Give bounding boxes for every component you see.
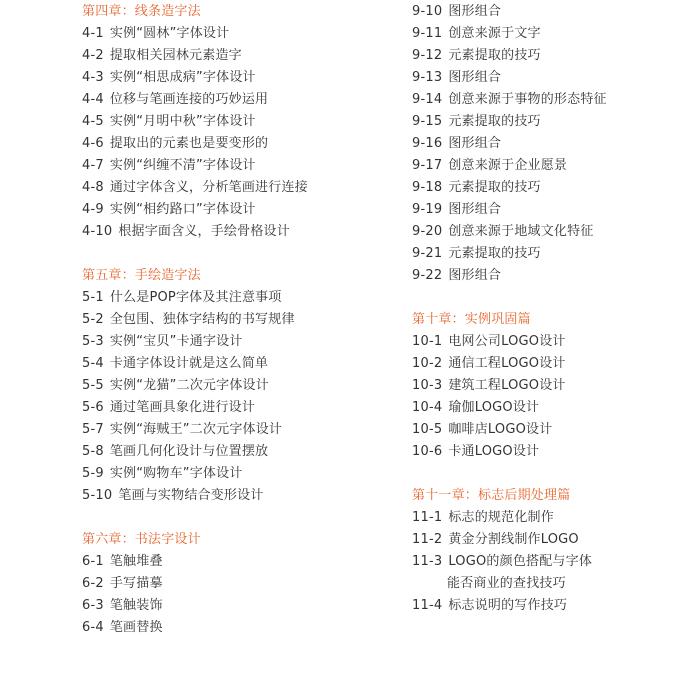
toc-item-4-9 — [82, 199, 372, 221]
item-number: 10-4 — [412, 400, 443, 415]
item-number: 9-20 — [412, 224, 443, 239]
item-text: 实例“圆林”字体设计 — [109, 26, 230, 41]
item-text: 瑜伽LOGO设计 — [448, 400, 540, 415]
toc-item-4-3 — [82, 67, 372, 89]
toc-item-11-2 — [412, 529, 692, 551]
toc-item-10-6 — [412, 441, 692, 463]
section-spacer — [412, 287, 692, 309]
item-text: 笔画与实物结合变形设计 — [118, 488, 264, 503]
item-number: 4-1 — [82, 26, 104, 41]
item-text: 电网公司LOGO设计 — [448, 334, 566, 349]
toc-item-9-21 — [412, 243, 692, 265]
item-number: 9-14 — [412, 92, 443, 107]
item-text: 元素提取的技巧 — [448, 180, 541, 195]
item-text: 创意来源于地域文化特征 — [448, 224, 594, 239]
section-spacer — [412, 463, 692, 485]
item-number: 10-6 — [412, 444, 443, 459]
item-text: 标志的规范化制作 — [448, 510, 554, 525]
toc-item-9-12 — [412, 45, 692, 67]
item-text: 实例“海贼王”二次元字体设计 — [109, 422, 283, 437]
item-text: 实例“购物车”字体设计 — [109, 466, 243, 481]
item-number: 10-1 — [412, 334, 443, 349]
toc-item-5-5 — [82, 375, 372, 397]
item-number: 4-8 — [82, 180, 104, 195]
toc-item-4-6 — [82, 133, 372, 155]
toc-item-4-10 — [82, 221, 372, 243]
item-text: 实例“相思成病”字体设计 — [109, 70, 256, 85]
toc-item-5-9 — [82, 463, 372, 485]
item-text: 创意来源于文字 — [448, 26, 541, 41]
toc-item-9-13 — [412, 67, 692, 89]
item-number: 9-21 — [412, 246, 443, 261]
toc-item-5-7 — [82, 419, 372, 441]
toc-item-9-16 — [412, 133, 692, 155]
item-number: 4-2 — [82, 48, 104, 63]
toc-item-9-20 — [412, 221, 692, 243]
item-number: 10-5 — [412, 422, 443, 437]
item-text: 通信工程LOGO设计 — [448, 356, 566, 371]
item-text: 卡通字体设计就是这么简单 — [109, 356, 269, 371]
item-text: 笔触装饰 — [109, 598, 163, 613]
toc-item-10-2 — [412, 353, 692, 375]
toc-item-9-19 — [412, 199, 692, 221]
item-text: 图形组合 — [448, 136, 502, 151]
item-number: 5-6 — [82, 400, 104, 415]
item-text: 笔触堆叠 — [109, 554, 163, 569]
toc-item-9-18 — [412, 177, 692, 199]
item-text: 笔画替换 — [109, 620, 163, 635]
item-number: 11-2 — [412, 532, 443, 547]
item-number: 4-3 — [82, 70, 104, 85]
item-text: 实例“月明中秋”字体设计 — [109, 114, 256, 129]
item-number: 9-13 — [412, 70, 443, 85]
toc-item-9-22 — [412, 265, 692, 287]
item-text: 实例“龙猫”二次元字体设计 — [109, 378, 269, 393]
toc-item-6-4 — [82, 617, 372, 639]
item-text: 位移与笔画连接的巧妙运用 — [109, 92, 269, 107]
toc-item-5-10 — [82, 485, 372, 507]
item-number: 6-1 — [82, 554, 104, 569]
toc-item-5-3 — [82, 331, 372, 353]
section-spacer — [82, 243, 372, 265]
item-number: 11-4 — [412, 598, 443, 613]
item-number: 9-22 — [412, 268, 443, 283]
item-text: LOGO的颜色搭配与字体 — [448, 554, 593, 569]
toc-item-10-5 — [412, 419, 692, 441]
toc-item-5-4 — [82, 353, 372, 375]
toc-item-4-4 — [82, 89, 372, 111]
toc-item-11-4 — [412, 595, 692, 617]
chapter-title-5: 第五章：手绘造字法 — [82, 268, 201, 283]
toc-item-6-2 — [82, 573, 372, 595]
item-number: 11-1 — [412, 510, 443, 525]
toc-item-4-8 — [82, 177, 372, 199]
item-text: 建筑工程LOGO设计 — [448, 378, 566, 393]
item-number: 9-16 — [412, 136, 443, 151]
item-text: 黄金分割线制作LOGO — [448, 532, 579, 547]
toc-item-5-1 — [82, 287, 372, 309]
item-text: 提取出的元素也是要变形的 — [109, 136, 269, 151]
item-text: 根据字面含义，手绘骨格设计 — [118, 224, 290, 239]
item-text: 元素提取的技巧 — [448, 246, 541, 261]
toc-item-11-1 — [412, 507, 692, 529]
item-text: 创意来源于事物的形态特征 — [448, 92, 607, 107]
toc-item-6-1 — [82, 551, 372, 573]
item-text: 咖啡店LOGO设计 — [448, 422, 553, 437]
toc-item-9-15 — [412, 111, 692, 133]
item-number: 6-4 — [82, 620, 104, 635]
item-number: 11-3 — [412, 554, 443, 569]
toc-item-5-6 — [82, 397, 372, 419]
item-text: 实例“纠缠不清”字体设计 — [109, 158, 256, 173]
item-number: 5-1 — [82, 290, 104, 305]
item-text: 通过字体含义，分析笔画进行连接 — [109, 180, 308, 195]
item-text: 图形组合 — [448, 202, 502, 217]
chapter-title-6: 第六章：书法字设计 — [82, 532, 201, 547]
item-text: 实例“相约路口”字体设计 — [109, 202, 256, 217]
item-number: 5-4 — [82, 356, 104, 371]
item-text: 手写描摹 — [109, 576, 163, 591]
toc-item-5-2 — [82, 309, 372, 331]
toc-item-4-2 — [82, 45, 372, 67]
toc-left-column — [82, 1, 372, 639]
item-number: 5-3 — [82, 334, 104, 349]
item-text: 实例“宝贝”卡通字设计 — [109, 334, 243, 349]
toc-item-11-3-continuation: 能否商业的查找技巧 — [447, 576, 566, 591]
toc-item-4-1 — [82, 23, 372, 45]
toc-item-10-1 — [412, 331, 692, 353]
toc-item-9-11 — [412, 23, 692, 45]
chapter-title-11: 第十一章：标志后期处理篇 — [412, 488, 571, 503]
item-text: 卡通LOGO设计 — [448, 444, 540, 459]
item-number: 5-9 — [82, 466, 104, 481]
item-text: 提取相关园林元素造字 — [109, 48, 242, 63]
item-number: 9-11 — [412, 26, 443, 41]
chapter-title-4: 第四章：线条造字法 — [82, 4, 201, 19]
toc-item-6-3 — [82, 595, 372, 617]
item-number: 4-4 — [82, 92, 104, 107]
item-number: 6-2 — [82, 576, 104, 591]
item-number: 9-15 — [412, 114, 443, 129]
toc-item-9-17 — [412, 155, 692, 177]
item-text: 通过笔画具象化进行设计 — [109, 400, 256, 415]
toc-item-11-3 — [412, 551, 692, 573]
toc-right-column — [412, 1, 692, 617]
item-number: 5-10 — [82, 488, 113, 503]
item-text: 创意来源于企业愿景 — [448, 158, 568, 173]
item-text: 图形组合 — [448, 70, 502, 85]
item-text: 笔画几何化设计与位置摆放 — [109, 444, 269, 459]
section-spacer — [82, 507, 372, 529]
item-number: 4-7 — [82, 158, 104, 173]
item-number: 9-10 — [412, 4, 443, 19]
toc-item-10-3 — [412, 375, 692, 397]
chapter-title-10: 第十章：实例巩固篇 — [412, 312, 531, 327]
item-text: 图形组合 — [448, 268, 502, 283]
item-text: 标志说明的写作技巧 — [448, 598, 568, 613]
item-number: 10-3 — [412, 378, 443, 393]
item-number: 4-10 — [82, 224, 113, 239]
toc-item-9-14 — [412, 89, 692, 111]
item-text: 什么是POP字体及其注意事项 — [109, 290, 282, 305]
item-number: 9-18 — [412, 180, 443, 195]
item-number: 10-2 — [412, 356, 443, 371]
toc-item-9-10 — [412, 1, 692, 23]
toc-item-10-4 — [412, 397, 692, 419]
item-number: 4-9 — [82, 202, 104, 217]
item-text: 图形组合 — [448, 4, 502, 19]
toc-item-4-5 — [82, 111, 372, 133]
toc-item-4-7 — [82, 155, 372, 177]
item-number: 4-6 — [82, 136, 104, 151]
item-text: 全包围、独体字结构的书写规律 — [109, 312, 295, 327]
item-number: 5-7 — [82, 422, 104, 437]
toc-item-5-8 — [82, 441, 372, 463]
item-number: 9-17 — [412, 158, 443, 173]
item-number: 4-5 — [82, 114, 104, 129]
item-number: 6-3 — [82, 598, 104, 613]
item-text: 元素提取的技巧 — [448, 48, 541, 63]
item-text: 元素提取的技巧 — [448, 114, 541, 129]
item-number: 5-2 — [82, 312, 104, 327]
item-number: 9-19 — [412, 202, 443, 217]
item-number: 9-12 — [412, 48, 443, 63]
item-number: 5-8 — [82, 444, 104, 459]
item-number: 5-5 — [82, 378, 104, 393]
